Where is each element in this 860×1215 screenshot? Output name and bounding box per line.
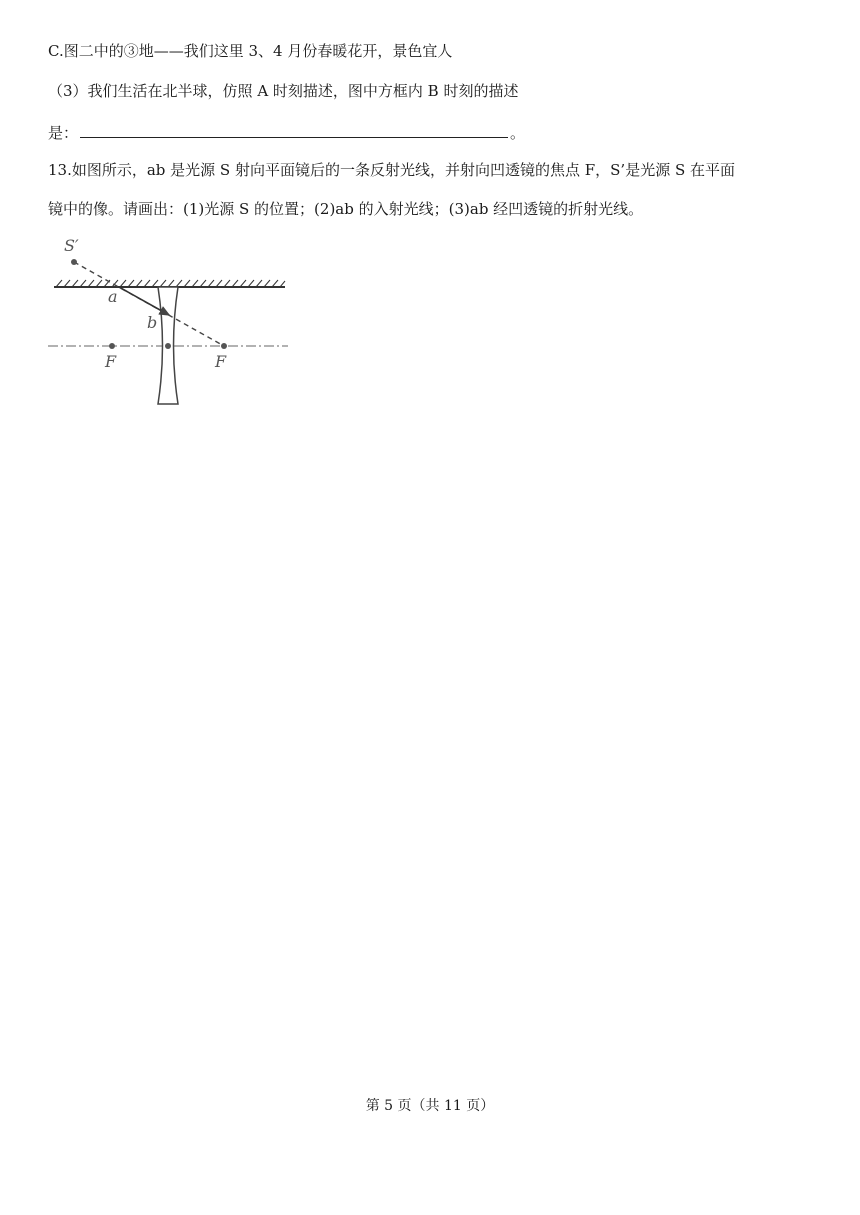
answer-suffix: 。 bbox=[510, 124, 526, 142]
question-13-line-1: 13.如图所示，ab 是光源 S 射向平面镜后的一条反射光线，并射向凹透镜的焦点 F，S’是光源 S 在平面 bbox=[48, 161, 736, 179]
page-footer: 第 5 页（共 11 页） bbox=[365, 1098, 495, 1114]
label-focus-right: F bbox=[215, 352, 227, 371]
answer-blank[interactable] bbox=[80, 121, 508, 138]
focus-point-right bbox=[221, 343, 227, 349]
label-s-prime: S′ bbox=[64, 236, 79, 255]
label-focus-left: F bbox=[105, 352, 117, 371]
question-3-answer-line bbox=[48, 121, 525, 143]
label-a: a bbox=[108, 287, 118, 306]
answer-prefix: 是： bbox=[48, 124, 79, 142]
focus-point-left bbox=[109, 343, 115, 349]
image-point-s-prime bbox=[71, 259, 77, 265]
plane-mirror bbox=[54, 280, 285, 287]
option-c-text: C.图二中的③地——我们这里 3、4 月份春暖花开，景色宜人 bbox=[48, 42, 453, 60]
label-b: b bbox=[147, 313, 158, 332]
optics-figure bbox=[42, 232, 302, 412]
question-13-line-2: 镜中的像。请画出：(1)光源 S 的位置；(2)ab 的入射光线；(3)ab 经凹透镜的折射光线。 bbox=[48, 200, 644, 218]
question-3-prompt: （3）我们生活在北半球，仿照 A 时刻描述，图中方框内 B 时刻的描述 bbox=[48, 82, 519, 100]
optical-center-point bbox=[165, 343, 171, 349]
